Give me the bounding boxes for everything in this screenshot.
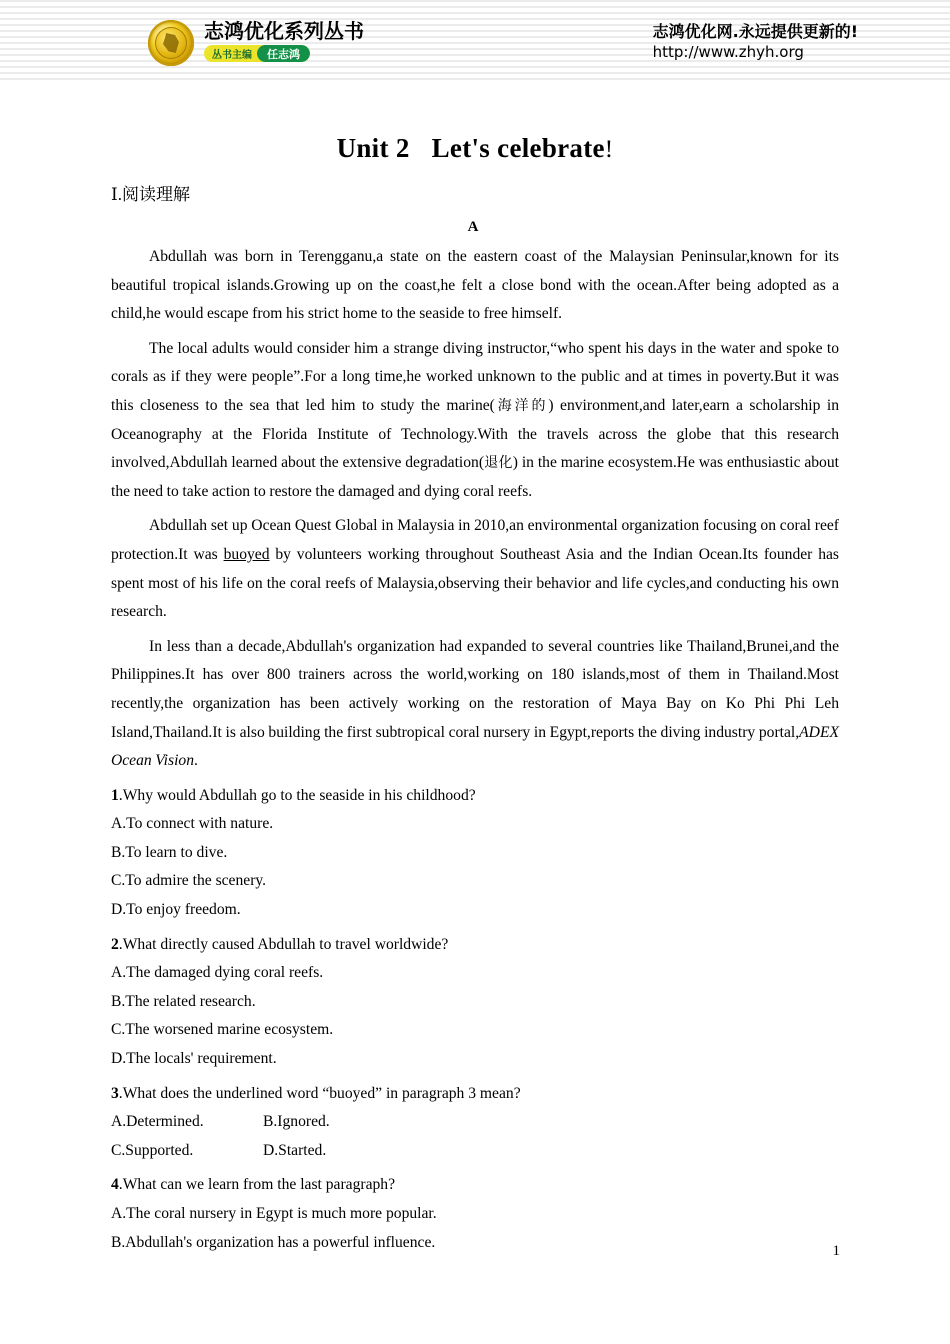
page-header-band <box>0 0 950 83</box>
brand-logo-block <box>148 20 364 66</box>
question-number: 2 <box>111 935 119 953</box>
chinese-gloss: 退化 <box>484 455 513 472</box>
gold-medallion-icon <box>148 20 194 66</box>
question-stem <box>111 1171 839 1200</box>
site-url[interactable]: http://www.zhyh.org <box>652 43 804 61</box>
option-row <box>111 1108 839 1137</box>
text-run: ) environment,and later,earn a scholarship in Oceanography at the Florida Institute of Technology.With the travels across the globe that this research involved,Abdullah learned about the extensive degradation( <box>111 396 840 472</box>
editor-badge <box>204 45 310 62</box>
text-run: In less than a decade,Abdullah's organization had expanded to several countries like Thailand,Brunei,and the Philippines.It has over 800 trainers across the world,working on 180 islands,most of them in Thailand.Most recently,the organization has been actively working on the restoration of Maya Bay on Ko Phi Phi Leh Island,Thailand.It is also building the first subtropical coral nursery in Egypt,reports the diving industry portal, <box>111 637 839 741</box>
underlined-word: buoyed <box>223 545 270 563</box>
chinese-gloss: 海洋的 <box>494 397 549 414</box>
site-slogan: 志鸿优化网.永远提供更新的! <box>652 22 858 41</box>
text-run: ) in the marine ecosystem.He was enthusiastic about the need to take action to restore the damaged and dying coral reefs. <box>111 454 839 500</box>
italic-title: ADEX Ocean Vision <box>111 723 839 770</box>
text-run: The local adults would consider him a strange diving instructor,“who spent his days in the water and spoke to corals as if they were people”.For a long time,he worked unknown to the public and at times in poverty.But it was this closeness to the sea that led him to study the marine( <box>111 339 839 414</box>
passage-body <box>0 243 950 776</box>
unit-title-main: Unit 2 <box>336 133 410 163</box>
option-row <box>111 1137 839 1166</box>
questions-list <box>0 782 950 1258</box>
text-run: Abdullah set up Ocean Quest Global in Malaysia in 2010,an environmental organization focusing on coral reef protection.It was <box>111 517 839 563</box>
editor-badge-name: 任志鸿 <box>257 45 310 62</box>
question-option[interactable]: B.To learn to dive. <box>111 843 228 861</box>
passage-letter: A <box>467 219 479 235</box>
question-option[interactable]: C.Supported. <box>111 1141 194 1159</box>
passage-paragraph <box>111 243 839 329</box>
question-stem <box>111 1080 839 1109</box>
page-header <box>0 0 950 83</box>
question-text: .What does the underlined word “buoyed” in paragraph 3 mean? <box>118 1084 521 1102</box>
question-option[interactable]: D.To enjoy freedom. <box>111 901 241 919</box>
question-option[interactable]: B.Abdullah's organization has a powerful influence. <box>111 1233 436 1251</box>
page-number: 1 <box>832 1243 840 1259</box>
question-text: .Why would Abdullah go to the seaside in his childhood? <box>118 786 476 804</box>
site-info-block <box>653 22 858 62</box>
question-option[interactable]: C.To admire the scenery. <box>111 872 267 890</box>
question-number: 4 <box>111 1176 119 1194</box>
brand-text-block <box>204 20 364 62</box>
question-option[interactable]: A.The damaged dying coral reefs. <box>111 964 324 982</box>
passage-paragraph <box>111 633 839 776</box>
section-heading: Ⅰ.阅读理解 <box>111 185 190 204</box>
question-text: .What directly caused Abdullah to travel worldwide? <box>118 935 449 953</box>
question-option[interactable]: A.To connect with nature. <box>111 815 274 833</box>
question-option[interactable]: A.Determined. <box>111 1113 204 1131</box>
editor-badge-label: 丛书主编 <box>212 50 252 61</box>
text-run: by volunteers working throughout Southeast Asia and the Indian Ocean.Its founder has spent most of his life on the coral reefs of Malaysia,observing their behavior and life cycles,and conducting his own research. <box>111 545 839 621</box>
text-run: . <box>194 752 198 770</box>
unit-title-bang: ! <box>604 136 614 163</box>
unit-title-sub: Let's celebrate <box>431 133 605 163</box>
text-run: Abdullah was born in Terengganu,a state on the eastern coast of the Malaysian Peninsular,known for its beautiful tropical islands.Growing up on the coast,he felt a close bond with the ocean.After being adopted as a child,he would escape from his strict home to the seaside to free himself. <box>111 248 839 323</box>
page-title <box>0 131 950 167</box>
question-text: .What can we learn from the last paragraph? <box>118 1176 396 1194</box>
question-option[interactable]: A.The coral nursery in Egypt is much more popular. <box>111 1205 437 1222</box>
question-number: 1 <box>111 786 119 804</box>
question-stem <box>111 782 839 811</box>
question-number: 3 <box>111 1084 119 1102</box>
passage-paragraph <box>111 335 839 507</box>
question-option[interactable]: B.The related research. <box>111 992 256 1010</box>
document-page <box>0 83 950 1257</box>
question-option[interactable]: D.The locals' requirement. <box>111 1050 277 1068</box>
passage-paragraph <box>111 512 839 626</box>
question-option[interactable]: C.The worsened marine ecosystem. <box>111 1021 334 1039</box>
question-stem <box>111 931 839 960</box>
question-option[interactable]: D.Started. <box>263 1141 327 1159</box>
question-option[interactable]: B.Ignored. <box>263 1113 330 1131</box>
brand-title: 志鸿优化系列丛书 <box>204 19 364 43</box>
